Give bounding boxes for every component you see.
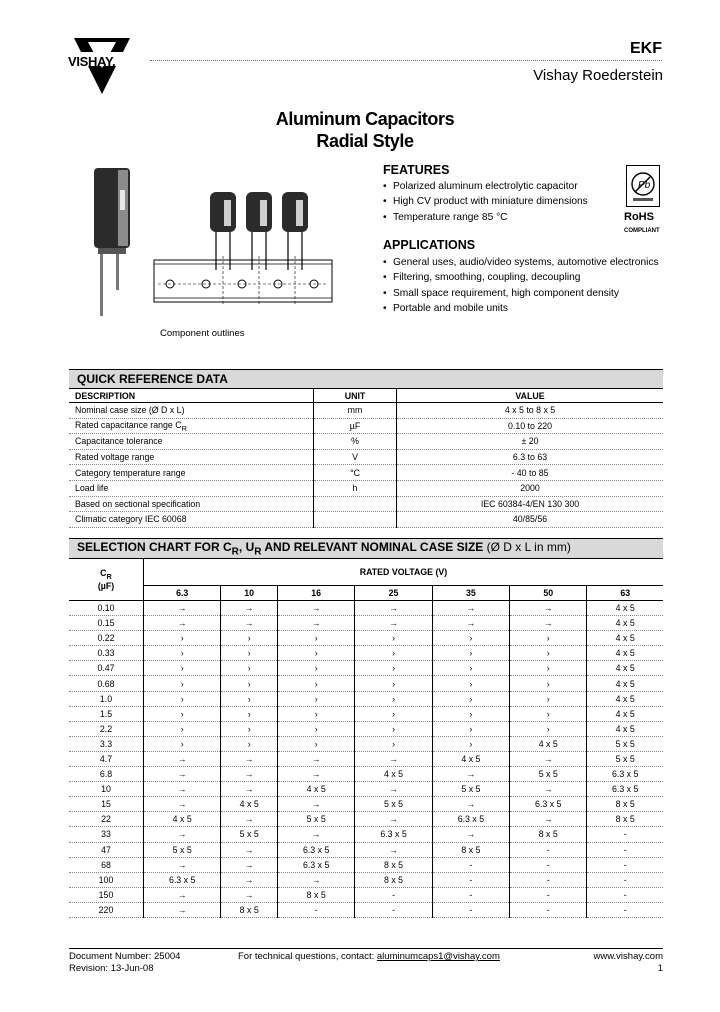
selection-row — [69, 721, 663, 736]
case-size-cell: 5 x 5 — [587, 736, 663, 751]
header-rule — [150, 60, 662, 61]
description-text: Category temperature range — [75, 467, 186, 478]
case-size-cell: → — [221, 616, 278, 631]
voltage-header: 63 — [587, 586, 663, 601]
case-size-cell: › — [432, 631, 509, 646]
case-size-cell: › — [221, 646, 278, 661]
case-size-cell: → — [432, 601, 509, 616]
case-size-cell: › — [144, 631, 221, 646]
description-cell — [69, 480, 314, 496]
case-size-cell: 8 x 5 — [278, 887, 355, 902]
logo-text: VISHAY. — [68, 54, 116, 69]
case-size-cell: › — [221, 691, 278, 706]
voltage-header: 50 — [510, 586, 587, 601]
voltage-header: 16 — [278, 586, 355, 601]
case-size-cell: › — [355, 631, 432, 646]
title-line-1: Aluminum Capacitors — [275, 109, 455, 129]
voltage-header: 10 — [221, 586, 278, 601]
title-line-2: Radial Style — [316, 131, 414, 151]
case-size-cell: → — [278, 872, 355, 887]
case-size-cell: 6.3 x 5 — [144, 872, 221, 887]
case-size-cell: - — [510, 887, 587, 902]
case-size-cell: › — [144, 676, 221, 691]
capacitance-cell: 10 — [69, 782, 144, 797]
case-size-cell: → — [432, 767, 509, 782]
title-sub: R — [231, 546, 239, 558]
unit-cell: °C — [314, 465, 397, 481]
unit-cell: µF — [314, 418, 397, 434]
case-size-cell: → — [278, 797, 355, 812]
case-size-cell: › — [221, 736, 278, 751]
quick-reference-row — [69, 434, 663, 450]
case-size-cell: → — [278, 827, 355, 842]
description-cell — [69, 512, 314, 528]
column-header-value: VALUE — [397, 389, 664, 403]
case-size-cell: 6.3 x 5 — [432, 812, 509, 827]
case-size-cell: › — [432, 736, 509, 751]
case-size-cell: → — [278, 767, 355, 782]
case-size-cell: 6.3 x 5 — [510, 797, 587, 812]
description-text: Load life — [75, 483, 109, 494]
case-size-cell: → — [355, 812, 432, 827]
selection-chart-table — [69, 538, 663, 918]
contact-prefix: For technical questions, contact: — [238, 951, 377, 962]
case-size-cell: 5 x 5 — [355, 797, 432, 812]
description-cell — [69, 434, 314, 450]
case-size-cell: → — [432, 797, 509, 812]
case-size-cell: - — [587, 887, 663, 902]
case-size-cell: 4 x 5 — [587, 601, 663, 616]
case-size-cell: › — [144, 721, 221, 736]
footer-contact — [238, 951, 500, 963]
case-size-cell: 4 x 5 — [587, 706, 663, 721]
description-cell — [69, 496, 314, 512]
case-size-cell: 6.3 x 5 — [355, 827, 432, 842]
case-size-cell: 5 x 5 — [221, 827, 278, 842]
quick-reference-row — [69, 480, 663, 496]
description-cell — [69, 449, 314, 465]
capacitance-cell: 1.0 — [69, 691, 144, 706]
case-size-cell: → — [144, 751, 221, 766]
selection-row — [69, 842, 663, 857]
case-size-cell: › — [510, 676, 587, 691]
capacitor-outline-icon — [88, 160, 338, 330]
voltage-header: 6.3 — [144, 586, 221, 601]
case-size-cell: 4 x 5 — [221, 797, 278, 812]
quick-reference-row — [69, 449, 663, 465]
case-size-cell: → — [221, 782, 278, 797]
quick-reference-row — [69, 496, 663, 512]
case-size-cell: 4 x 5 — [587, 661, 663, 676]
case-size-cell: - — [355, 887, 432, 902]
footer-left — [69, 951, 180, 974]
case-size-cell: → — [144, 616, 221, 631]
features-list — [383, 179, 663, 225]
case-size-cell: - — [432, 872, 509, 887]
capacitance-cell: 0.68 — [69, 676, 144, 691]
case-size-cell: › — [355, 706, 432, 721]
value-cell: 0.10 to 220 — [397, 418, 664, 434]
case-size-cell: → — [355, 601, 432, 616]
selection-row — [69, 902, 663, 917]
case-size-cell: → — [432, 616, 509, 631]
unit-cell: mm — [314, 403, 397, 419]
case-size-cell: 8 x 5 — [432, 842, 509, 857]
case-size-cell: 4 x 5 — [144, 812, 221, 827]
title-part: , U — [238, 539, 255, 554]
capacitance-cell: 150 — [69, 887, 144, 902]
unit-cell: V — [314, 449, 397, 465]
capacitance-cell: 0.15 — [69, 616, 144, 631]
quick-reference-row — [69, 403, 663, 419]
rohs-title: RoHS — [624, 211, 654, 223]
case-size-cell: › — [355, 721, 432, 736]
case-size-cell: - — [355, 902, 432, 917]
cr-sub: R — [106, 571, 112, 581]
case-size-cell: › — [278, 706, 355, 721]
capacitance-cell: 15 — [69, 797, 144, 812]
applications-list — [383, 255, 663, 316]
case-size-cell: → — [510, 812, 587, 827]
pb-symbol: Pb — [638, 180, 651, 191]
case-size-cell: › — [510, 706, 587, 721]
case-size-cell: → — [221, 857, 278, 872]
value-cell: 4 x 5 to 8 x 5 — [397, 403, 664, 419]
case-size-cell: 8 x 5 — [587, 797, 663, 812]
case-size-cell: 4 x 5 — [587, 691, 663, 706]
value-cell: - 40 to 85 — [397, 465, 664, 481]
description-cell — [69, 403, 314, 419]
case-size-cell: → — [221, 751, 278, 766]
document-number: Document Number: 25004 — [69, 951, 181, 962]
capacitance-cell: 100 — [69, 872, 144, 887]
case-size-cell: 8 x 5 — [355, 857, 432, 872]
case-size-cell: 5 x 5 — [278, 812, 355, 827]
case-size-cell: 8 x 5 — [510, 827, 587, 842]
selection-row — [69, 827, 663, 842]
case-size-cell: › — [144, 646, 221, 661]
case-size-cell: → — [221, 812, 278, 827]
application-item: • Small space requirement, high component density — [383, 286, 663, 301]
description-text: Climatic category IEC 60068 — [75, 514, 187, 525]
vishay-logo — [68, 28, 138, 98]
case-size-cell: → — [221, 601, 278, 616]
case-size-cell: - — [432, 857, 509, 872]
case-size-cell: → — [355, 842, 432, 857]
case-size-cell: 4 x 5 — [355, 767, 432, 782]
case-size-cell: › — [432, 721, 509, 736]
quick-reference-title: QUICK REFERENCE DATA — [69, 370, 663, 389]
case-size-cell: - — [587, 872, 663, 887]
case-size-cell: - — [432, 902, 509, 917]
description-cell — [69, 465, 314, 481]
case-size-cell: › — [278, 721, 355, 736]
quick-reference-rows — [69, 403, 663, 528]
capacitance-cell: 4.7 — [69, 751, 144, 766]
case-size-cell: › — [144, 736, 221, 751]
component-outline-drawing — [88, 160, 338, 330]
rohs-subtitle: COMPLIANT — [624, 228, 660, 234]
case-size-cell: → — [510, 751, 587, 766]
quick-reference-row — [69, 512, 663, 528]
case-size-cell: - — [432, 887, 509, 902]
unit-cell — [314, 496, 397, 512]
case-size-cell: › — [278, 661, 355, 676]
case-size-cell: → — [144, 827, 221, 842]
case-size-cell: → — [144, 857, 221, 872]
case-size-cell: 5 x 5 — [432, 782, 509, 797]
case-size-cell: › — [221, 661, 278, 676]
description-text: Rated capacitance range C — [75, 419, 182, 430]
unit-cell — [314, 512, 397, 528]
case-size-cell: → — [144, 902, 221, 917]
value-cell: ± 20 — [397, 434, 664, 450]
case-size-cell: → — [355, 616, 432, 631]
selection-row — [69, 767, 663, 782]
unit-cell: h — [314, 480, 397, 496]
selection-row — [69, 736, 663, 751]
case-size-cell: › — [432, 661, 509, 676]
description-text: Nominal case size (Ø D x L) — [75, 405, 185, 416]
case-size-cell: 4 x 5 — [432, 751, 509, 766]
case-size-cell: › — [510, 691, 587, 706]
capacitance-cell: 47 — [69, 842, 144, 857]
case-size-cell: 8 x 5 — [355, 872, 432, 887]
case-size-cell: › — [432, 646, 509, 661]
case-size-cell: › — [355, 736, 432, 751]
value-cell: 40/85/56 — [397, 512, 664, 528]
case-size-cell: 6.3 x 5 — [278, 857, 355, 872]
case-size-cell: - — [587, 827, 663, 842]
quick-reference-row — [69, 418, 663, 434]
case-size-cell: - — [510, 872, 587, 887]
case-size-cell: 8 x 5 — [587, 812, 663, 827]
selection-row — [69, 782, 663, 797]
case-size-cell: - — [510, 902, 587, 917]
rated-voltage-header: RATED VOLTAGE (V) — [144, 559, 664, 586]
case-size-cell: › — [355, 691, 432, 706]
case-size-cell: - — [587, 857, 663, 872]
case-size-cell: › — [510, 661, 587, 676]
case-size-cell: › — [278, 631, 355, 646]
column-header-unit: UNIT — [314, 389, 397, 403]
case-size-cell: - — [587, 902, 663, 917]
case-size-cell: › — [510, 646, 587, 661]
case-size-cell: 6.3 x 5 — [587, 782, 663, 797]
case-size-cell: 5 x 5 — [144, 842, 221, 857]
case-size-cell: › — [510, 721, 587, 736]
page-number: 1 — [657, 962, 663, 974]
capacitance-cell: 1.5 — [69, 706, 144, 721]
feature-item: • Temperature range 85 °C — [383, 210, 663, 225]
voltage-header: 25 — [355, 586, 432, 601]
case-size-cell: › — [221, 706, 278, 721]
title-part: SELECTION CHART FOR C — [77, 539, 232, 554]
case-size-cell: → — [144, 782, 221, 797]
voltage-header-row — [69, 586, 663, 601]
capacitance-cell: 0.33 — [69, 646, 144, 661]
capacitance-cell: 0.22 — [69, 631, 144, 646]
features-heading: FEATURES — [383, 163, 450, 177]
case-size-cell: → — [432, 827, 509, 842]
case-size-cell: › — [355, 661, 432, 676]
case-size-cell: › — [144, 661, 221, 676]
description-text: Based on sectional specification — [75, 498, 201, 509]
capacitance-cell: 3.3 — [69, 736, 144, 751]
case-size-cell: › — [221, 721, 278, 736]
cr-unit: (µF) — [97, 580, 115, 591]
case-size-cell: 6.3 x 5 — [278, 842, 355, 857]
capacitance-cell: 220 — [69, 902, 144, 917]
title-paren: (Ø D x L in mm) — [483, 539, 571, 554]
drawing-caption: Component outlines — [160, 328, 245, 339]
selection-row — [69, 812, 663, 827]
case-size-cell: 8 x 5 — [221, 902, 278, 917]
title-sub: R — [254, 546, 262, 558]
value-cell: 2000 — [397, 480, 664, 496]
voltage-header: 35 — [432, 586, 509, 601]
website: www.vishay.com — [593, 951, 663, 962]
cr-symbol: C — [100, 568, 107, 579]
quick-reference-row — [69, 465, 663, 481]
selection-chart-rows — [69, 601, 663, 918]
case-size-cell: 4 x 5 — [587, 616, 663, 631]
case-size-cell: → — [221, 872, 278, 887]
case-size-cell: 6.3 x 5 — [587, 767, 663, 782]
case-size-cell: › — [432, 706, 509, 721]
case-size-cell: › — [221, 631, 278, 646]
selection-row — [69, 857, 663, 872]
case-size-cell: › — [221, 676, 278, 691]
case-size-cell: 4 x 5 — [587, 631, 663, 646]
case-size-cell: - — [587, 842, 663, 857]
case-size-cell: → — [278, 601, 355, 616]
selection-row — [69, 872, 663, 887]
case-size-cell: - — [278, 902, 355, 917]
title-part: AND RELEVANT NOMINAL CASE SIZE — [261, 539, 484, 554]
page-title — [200, 108, 530, 152]
case-size-cell: → — [144, 797, 221, 812]
selection-row — [69, 887, 663, 902]
capacitance-cell: 2.2 — [69, 721, 144, 736]
case-size-cell: → — [278, 616, 355, 631]
case-size-cell: › — [144, 706, 221, 721]
quick-reference-table — [69, 369, 663, 528]
selection-row — [69, 676, 663, 691]
case-size-cell: → — [221, 767, 278, 782]
application-item: • Filtering, smoothing, coupling, decoupling — [383, 270, 663, 285]
rohs-badge — [624, 165, 664, 235]
selection-row — [69, 661, 663, 676]
applications-heading: APPLICATIONS — [383, 238, 476, 252]
case-size-cell: → — [510, 782, 587, 797]
case-size-cell: → — [221, 842, 278, 857]
capacitance-cell: 33 — [69, 827, 144, 842]
footer-rule — [69, 948, 663, 949]
selection-row — [69, 797, 663, 812]
case-size-cell: › — [355, 676, 432, 691]
case-size-cell: → — [144, 767, 221, 782]
case-size-cell: 4 x 5 — [587, 646, 663, 661]
case-size-cell: → — [278, 751, 355, 766]
application-item: • General uses, audio/video systems, automotive electronics — [383, 255, 663, 270]
description-text: Capacitance tolerance — [75, 436, 163, 447]
case-size-cell: 4 x 5 — [587, 676, 663, 691]
description-sub: R — [181, 423, 187, 433]
selection-row — [69, 751, 663, 766]
case-size-cell: › — [278, 736, 355, 751]
selection-row — [69, 691, 663, 706]
case-size-cell: › — [278, 691, 355, 706]
application-item: • Portable and mobile units — [383, 301, 663, 316]
selection-chart-title — [69, 539, 663, 559]
case-size-cell: › — [432, 676, 509, 691]
selection-row — [69, 601, 663, 616]
description-cell — [69, 418, 314, 434]
case-size-cell: → — [510, 601, 587, 616]
capacitance-cell: 6.8 — [69, 767, 144, 782]
revision: Revision: 13-Jun-08 — [69, 962, 154, 974]
feature-item: • High CV product with miniature dimensions — [383, 194, 663, 209]
case-size-cell: → — [355, 751, 432, 766]
value-cell: IEC 60384-4/EN 130 300 — [397, 496, 664, 512]
capacitance-cell: 0.47 — [69, 661, 144, 676]
case-size-cell: 4 x 5 — [278, 782, 355, 797]
column-header-description: DESCRIPTION — [69, 389, 314, 403]
case-size-cell: 4 x 5 — [587, 721, 663, 736]
case-size-cell: › — [278, 646, 355, 661]
selection-row — [69, 706, 663, 721]
contact-email-link[interactable]: aluminumcaps1@vishay.com — [376, 951, 500, 962]
case-size-cell: 5 x 5 — [510, 767, 587, 782]
selection-row — [69, 646, 663, 661]
cr-header — [69, 559, 144, 601]
case-size-cell: 5 x 5 — [587, 751, 663, 766]
case-size-cell: › — [355, 646, 432, 661]
capacitance-cell: 68 — [69, 857, 144, 872]
feature-item: • Polarized aluminum electrolytic capacitor — [383, 179, 663, 194]
selection-row — [69, 616, 663, 631]
case-size-cell: › — [278, 676, 355, 691]
case-size-cell: → — [144, 601, 221, 616]
case-size-cell: → — [510, 616, 587, 631]
case-size-cell: → — [221, 887, 278, 902]
case-size-cell: › — [432, 691, 509, 706]
part-number: EKF — [630, 40, 662, 57]
capacitance-cell: 0.10 — [69, 601, 144, 616]
case-size-cell: - — [510, 842, 587, 857]
case-size-cell: → — [144, 887, 221, 902]
case-size-cell: → — [355, 782, 432, 797]
case-size-cell: › — [510, 631, 587, 646]
case-size-cell: - — [510, 857, 587, 872]
case-size-cell: 4 x 5 — [510, 736, 587, 751]
value-cell: 6.3 to 63 — [397, 449, 664, 465]
selection-row — [69, 631, 663, 646]
footer-right — [593, 951, 663, 974]
pb-free-icon — [626, 165, 660, 207]
brand-name: Vishay Roederstein — [533, 67, 663, 84]
description-text: Rated voltage range — [75, 452, 155, 463]
unit-cell: % — [314, 434, 397, 450]
capacitance-cell: 22 — [69, 812, 144, 827]
case-size-cell: › — [144, 691, 221, 706]
